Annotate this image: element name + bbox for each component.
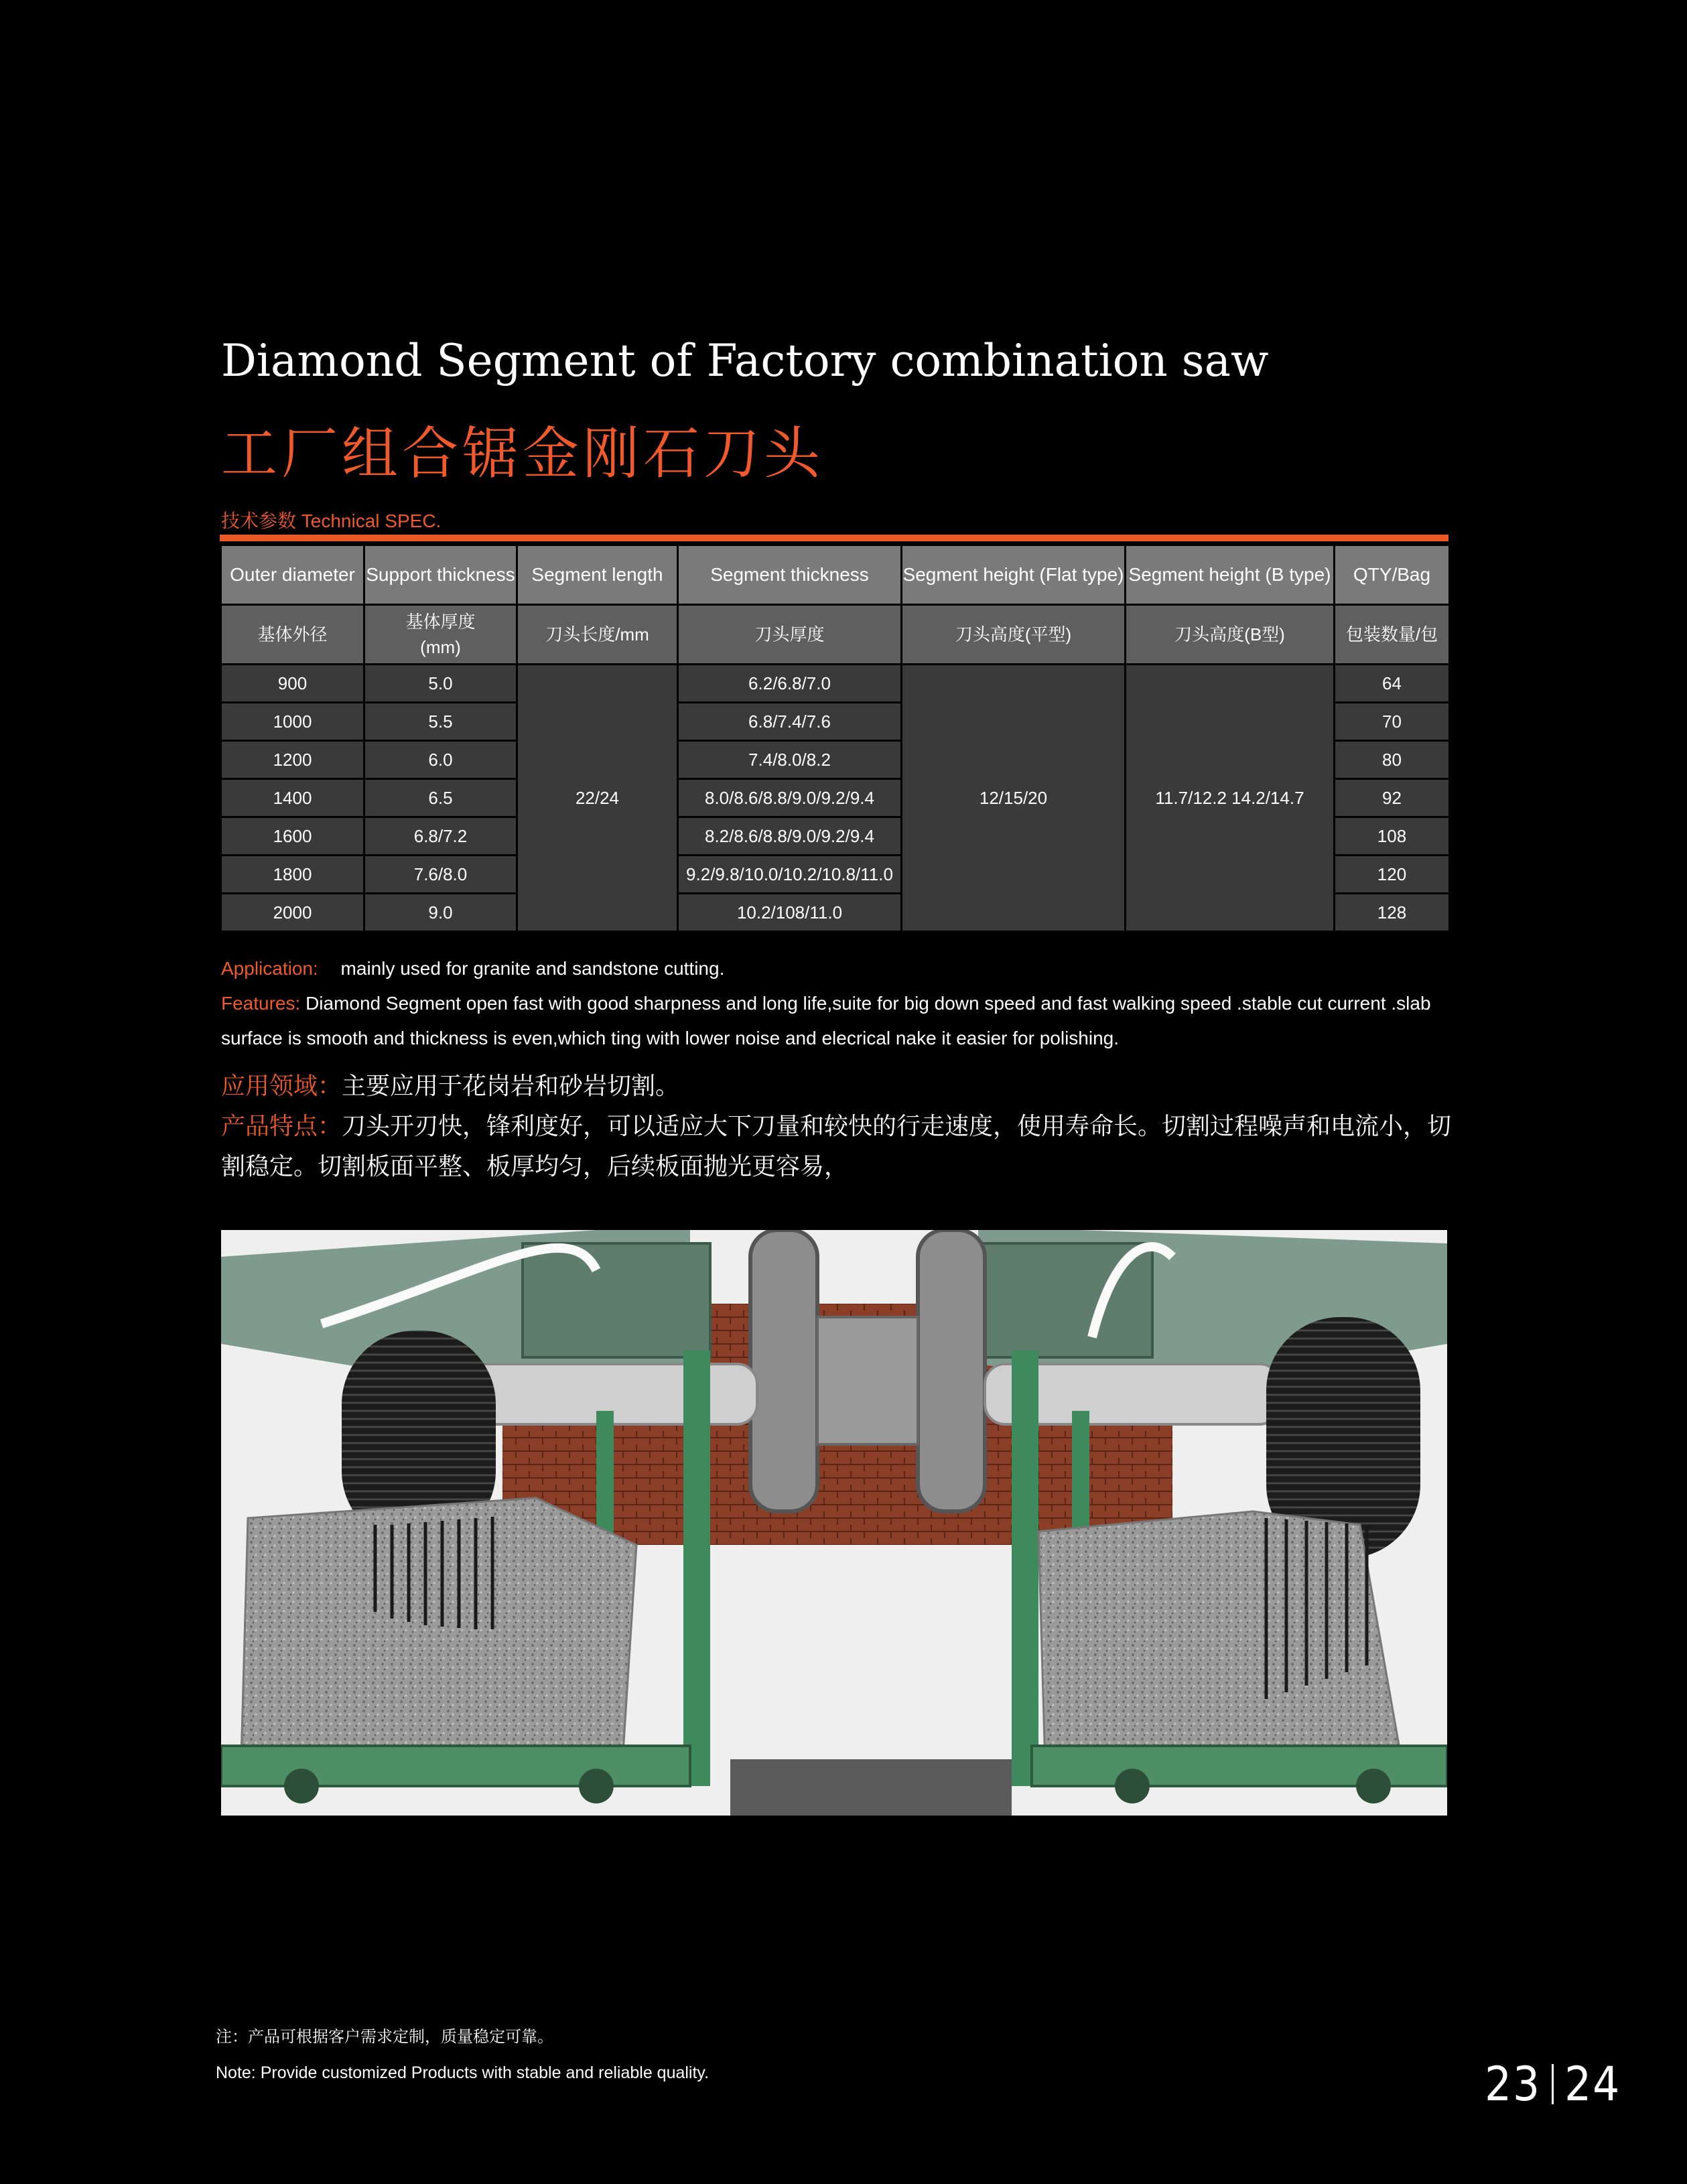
features-line (221, 986, 1454, 1056)
table-row (221, 665, 1450, 703)
cell-thickness: 6.8/7.4/7.6 (678, 703, 902, 741)
note-english: Note: Provide customized Products with stable and reliable quality. (216, 2063, 710, 2082)
cell-thickness: 9.2/9.8/10.0/10.2/10.8/11.0 (678, 856, 902, 894)
page-number-divider (1552, 2064, 1554, 2104)
application-label: Application: (221, 958, 318, 979)
cell-diameter: 1800 (221, 856, 364, 894)
header-cn-diameter: 基体外径 (221, 605, 364, 665)
note-chinese: 注：产品可根据客户需求定制，质量稳定可靠。 (216, 2027, 553, 2046)
header-cn-support-line1: 基体厚度 (405, 612, 476, 632)
header-height-flat: Segment height (Flat type) (902, 545, 1126, 605)
page-number (1485, 2057, 1621, 2112)
cell-support: 6.5 (364, 779, 517, 817)
cell-diameter: 1000 (221, 703, 364, 741)
header-row-en (221, 545, 1450, 605)
header-cn-length: 刀头长度/mm (517, 605, 678, 665)
page-number-right: 24 (1564, 2057, 1621, 2112)
header-row-cn (221, 605, 1450, 665)
application-line (221, 951, 1454, 986)
cell-diameter: 1400 (221, 779, 364, 817)
cn-features-text: 刀头开刃快，锋利度好，可以适应大下刀量和较快的行走速度，使用寿命长。切割过程噪声和电流小，切割稳定。切割板面平整、板厚均匀，后续板面抛光更容易， (221, 1113, 1452, 1180)
cell-thickness: 6.2/6.8/7.0 (678, 665, 902, 703)
cell-qty: 70 (1335, 703, 1450, 741)
cell-support: 5.5 (364, 703, 517, 741)
application-text: mainly used for granite and sandstone cutting. (340, 958, 725, 979)
cell-qty: 64 (1335, 665, 1450, 703)
cn-application-text: 主要应用于花岗岩和砂岩切割。 (342, 1073, 680, 1100)
cell-thickness: 7.4/8.0/8.2 (678, 741, 902, 779)
cn-application-line (221, 1067, 1454, 1107)
header-cn-height-flat: 刀头高度(平型) (902, 605, 1126, 665)
header-support-thickness: Support thickness (364, 545, 517, 605)
cell-diameter: 1600 (221, 817, 364, 856)
cell-qty: 108 (1335, 817, 1450, 856)
application-features-cn (221, 1067, 1454, 1187)
header-qty: QTY/Bag (1335, 545, 1450, 605)
header-cn-height-b: 刀头高度(B型) (1126, 605, 1335, 665)
cell-support: 9.0 (364, 894, 517, 932)
cn-application-label: 应用领域： (221, 1073, 342, 1100)
header-cn-thickness: 刀头厚度 (678, 605, 902, 665)
cell-segment-length: 22/24 (517, 665, 678, 932)
cell-support: 5.0 (364, 665, 517, 703)
cell-diameter: 900 (221, 665, 364, 703)
features-label: Features: (221, 993, 301, 1014)
cell-qty: 80 (1335, 741, 1450, 779)
header-cn-support-line2: (mm) (420, 637, 461, 657)
cell-diameter: 2000 (221, 894, 364, 932)
application-features-en (221, 951, 1454, 1056)
header-segment-length: Segment length (517, 545, 678, 605)
cell-height-b: 11.7/12.2 14.2/14.7 (1126, 665, 1335, 932)
cell-thickness: 8.2/8.6/8.8/9.0/9.2/9.4 (678, 817, 902, 856)
saw-machine-photo (221, 1230, 1447, 1816)
title-english: Diamond Segment of Factory combination saw (221, 335, 1269, 387)
cell-support: 6.0 (364, 741, 517, 779)
cell-support: 6.8/7.2 (364, 817, 517, 856)
cell-qty: 92 (1335, 779, 1450, 817)
cell-qty: 120 (1335, 856, 1450, 894)
cell-thickness: 8.0/8.6/8.8/9.0/9.2/9.4 (678, 779, 902, 817)
header-height-b: Segment height (B type) (1126, 545, 1335, 605)
header-outer-diameter: Outer diameter (221, 545, 364, 605)
title-chinese: 工厂组合锯金刚石刀头 (221, 421, 825, 486)
cn-features-label: 产品特点： (221, 1113, 342, 1140)
spec-label: 技术参数 Technical SPEC. (221, 510, 442, 531)
header-cn-support (364, 605, 517, 665)
cell-height-flat: 12/15/20 (902, 665, 1126, 932)
cn-features-line (221, 1107, 1454, 1187)
header-cn-qty: 包装数量/包 (1335, 605, 1450, 665)
cell-support: 7.6/8.0 (364, 856, 517, 894)
features-text: Diamond Segment open fast with good sharpness and long life,suite for big down speed and fast walking speed .stable cut current .slab surface is smooth and thickness is even,which ting with lower noise and elecrical nake it easier for polishing. (221, 993, 1431, 1048)
cell-qty: 128 (1335, 894, 1450, 932)
cell-diameter: 1200 (221, 741, 364, 779)
header-segment-thickness: Segment thickness (678, 545, 902, 605)
spec-table (220, 544, 1450, 933)
cell-thickness: 10.2/108/11.0 (678, 894, 902, 932)
orange-rule (220, 535, 1448, 541)
saw-machine-illustration (221, 1230, 1447, 1816)
page-number-left: 23 (1485, 2057, 1542, 2112)
